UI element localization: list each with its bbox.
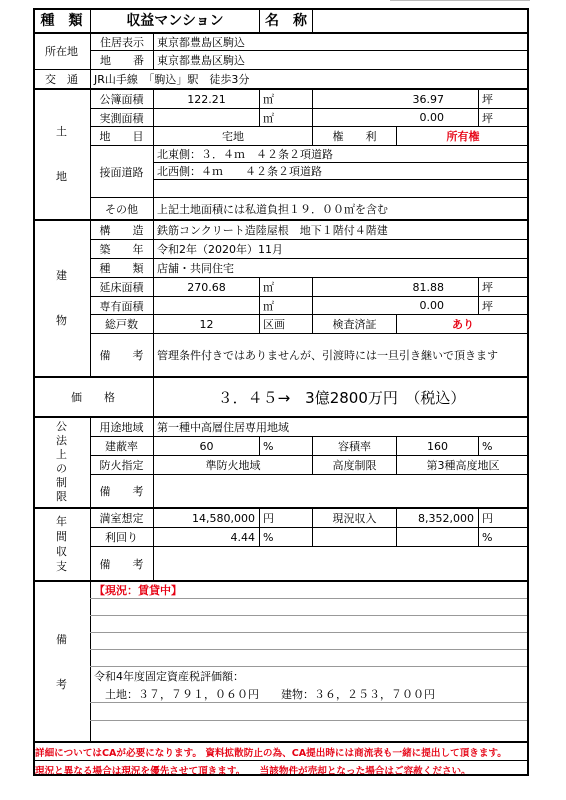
footer-note-2: 現況と異なる場合は現況を優先させて頂きます。 当該物件が売却となった場合はご容赦ください。 — [35, 766, 471, 777]
category-value: 宅地 — [153, 127, 312, 145]
category-label: 地 目 — [99, 130, 144, 143]
built-value: 令和2年（2020年）11月 — [153, 240, 529, 258]
income-char-3: 収 — [56, 545, 67, 558]
full-income-row — [33, 509, 529, 527]
tsubo-unit: 坪 — [478, 90, 529, 108]
fire-row — [33, 456, 529, 474]
building-structure-row — [33, 221, 529, 239]
type-label: 種 類 — [40, 13, 83, 29]
lot-value: 東京都豊島区駒込 — [153, 51, 529, 69]
property-sheet — [33, 8, 529, 776]
right-label: 権 利 — [312, 127, 396, 145]
building-remarks-label: 備 考 — [99, 349, 144, 362]
reg-char-6: 限 — [56, 490, 67, 503]
percent-unit: % — [259, 437, 312, 455]
sqm-unit: ㎡ — [259, 278, 312, 296]
units-value: 12 — [153, 315, 259, 333]
full-income-value: 14,580,000 — [153, 509, 259, 527]
building-remarks-row — [33, 334, 529, 376]
top-edge-line — [390, 0, 530, 5]
yen-unit: 円 — [259, 509, 312, 527]
tax-detail-row — [33, 685, 529, 702]
transport-value: JR山手線 「駒込」駅 徒歩3分 — [90, 70, 529, 88]
lot-label: 地 番 — [90, 51, 153, 69]
sqm-unit: ㎡ — [259, 109, 312, 126]
height-label: 高度制限 — [312, 456, 396, 474]
income-char-2: 間 — [56, 530, 67, 543]
floor-area-label: 延床面積 — [99, 281, 144, 294]
inspection-value: あり — [396, 315, 529, 333]
zoning-label: 用途地域 — [99, 421, 144, 434]
land-road-row — [33, 146, 529, 197]
zoning-row — [33, 418, 529, 436]
tsubo-unit: 坪 — [478, 109, 529, 126]
header-row — [33, 8, 529, 32]
private-tsubo-value: 0.00 — [312, 297, 478, 314]
empty-cell — [396, 528, 478, 546]
registered-area-value: 122.21 — [153, 90, 259, 108]
empty-cell — [312, 528, 396, 546]
income-char-4: 支 — [56, 560, 67, 573]
land-measured-row — [33, 109, 529, 126]
building-built-row — [33, 240, 529, 258]
building-char-1: 建 — [56, 269, 67, 282]
road-line-2: 北西側：４ｍ ４２条２項道路 — [153, 163, 529, 180]
ratio-row — [33, 437, 529, 455]
percent-unit: % — [478, 528, 529, 546]
other-value: 上記土地面積には私道負担１９．００㎡を含む — [153, 198, 529, 219]
bcr-label: 建蔽率 — [105, 440, 138, 453]
price-value: ３．４５→ 3億2800万円 （税込） — [153, 378, 529, 416]
footer-note-1: 詳細についてはCAが必要になります。 資料拡散防止の為、CA提出時には商流表も一緒に提出して頂きます。 — [35, 748, 507, 759]
road-line-1: 北東側：３．４ｍ ４２条２項道路 — [153, 146, 529, 163]
inspection-label: 検査済証 — [312, 315, 396, 333]
yield-row — [33, 528, 529, 546]
land-other-row — [33, 198, 529, 219]
sqm-unit: ㎡ — [259, 90, 312, 108]
building-char-2: 物 — [56, 314, 67, 327]
residence-value: 東京都豊島区駒込 — [153, 33, 529, 51]
location-block — [33, 33, 529, 69]
remarks-section-label — [33, 582, 90, 742]
road-line-3 — [153, 180, 529, 197]
built-label: 築 年 — [99, 243, 144, 256]
registered-area-label: 公簿面積 — [99, 93, 144, 106]
structure-label: 構 造 — [99, 224, 144, 237]
percent-unit: % — [478, 437, 529, 455]
zoning-value: 第一種中高層住居専用地域 — [153, 418, 529, 436]
building-type-row — [33, 259, 529, 277]
location-label: 所在地 — [45, 45, 78, 58]
sqm-unit: ㎡ — [259, 297, 312, 314]
income-char-1: 年 — [56, 515, 67, 528]
full-income-label: 満室想定 — [99, 512, 144, 525]
reg-char-5: 制 — [56, 476, 67, 489]
remarks-status-row — [33, 582, 529, 598]
division-label: 区画 — [259, 315, 312, 333]
land-category-row — [33, 127, 529, 145]
type-value: 収益マンション — [90, 8, 259, 32]
regulation-remarks-label: 備 考 — [99, 485, 144, 498]
far-label: 容積率 — [312, 437, 396, 455]
percent-unit: % — [259, 528, 312, 546]
right-value: 所有権 — [396, 127, 529, 145]
name-label: 名 称 — [259, 8, 312, 32]
measured-area-label: 実測面積 — [99, 111, 144, 125]
transport-row — [33, 70, 529, 88]
road-label: 接面道路 — [99, 165, 144, 179]
private-area-label: 専有面積 — [99, 299, 144, 313]
yield-label: 利回り — [105, 531, 138, 544]
reg-char-3: 上 — [56, 448, 67, 461]
building-units-row — [33, 315, 529, 333]
measured-tsubo-value: 0.00 — [312, 109, 478, 126]
measured-area-value — [153, 109, 259, 126]
yen-unit: 円 — [478, 509, 529, 527]
units-label: 総戸数 — [105, 318, 138, 331]
regulation-remarks-row — [33, 475, 529, 507]
price-row — [33, 378, 529, 416]
remarks-status: 【現況：賃貸中】 — [94, 584, 182, 597]
reg-char-2: 法 — [56, 434, 67, 447]
height-value: 第3種高度地区 — [396, 456, 529, 474]
remarks-char-1: 備 — [56, 633, 67, 646]
land-registered-row — [33, 90, 529, 108]
other-label: その他 — [105, 202, 138, 216]
residence-label: 住居表示 — [90, 33, 153, 51]
reg-char-1: 公 — [56, 420, 67, 433]
tax-title: 令和4年度固定資産税評価額： — [94, 669, 244, 683]
current-income-label: 現況収入 — [312, 509, 396, 527]
income-remarks-label: 備 考 — [99, 557, 144, 571]
tax-detail: 土地：３７，７９１，０６０円 建物：３６，２５３，７００円 — [94, 687, 435, 701]
price-label: 価 格 — [71, 391, 115, 404]
reg-char-4: の — [56, 462, 67, 475]
fire-value: 準防火地域 — [153, 456, 312, 474]
building-private-row — [33, 297, 529, 314]
transport-label: 交 通 — [45, 73, 78, 86]
regulation-remarks-value — [153, 475, 529, 507]
registered-tsubo-value: 36.97 — [312, 90, 478, 108]
income-remarks-value — [153, 547, 529, 580]
building-type-value: 店舗・共同住宅 — [153, 259, 529, 277]
remarks-char-2: 考 — [56, 678, 67, 691]
far-value: 160 — [396, 437, 478, 455]
structure-value: 鉄筋コンクリート造陸屋根 地下１階付４階建 — [153, 221, 529, 239]
building-remarks-value: 管理条件付きではありませんが、引渡時には一旦引き継いで頂きます — [153, 334, 529, 376]
building-type-label: 種 類 — [99, 262, 144, 275]
name-value — [312, 8, 529, 32]
floor-area-value: 270.68 — [153, 278, 259, 296]
income-remarks-row — [33, 547, 529, 580]
land-char-2: 地 — [56, 170, 67, 183]
fire-label: 防火指定 — [99, 459, 144, 472]
private-area-value — [153, 297, 259, 314]
tax-title-row — [33, 667, 529, 684]
tsubo-unit: 坪 — [478, 278, 529, 296]
building-floor-row — [33, 278, 529, 296]
land-char-1: 土 — [56, 125, 67, 138]
yield-value: 4.44 — [153, 528, 259, 546]
bcr-value: 60 — [153, 437, 259, 455]
tsubo-unit: 坪 — [478, 297, 529, 314]
current-income-value: 8,352,000 — [396, 509, 478, 527]
floor-tsubo-value: 81.88 — [312, 278, 478, 296]
